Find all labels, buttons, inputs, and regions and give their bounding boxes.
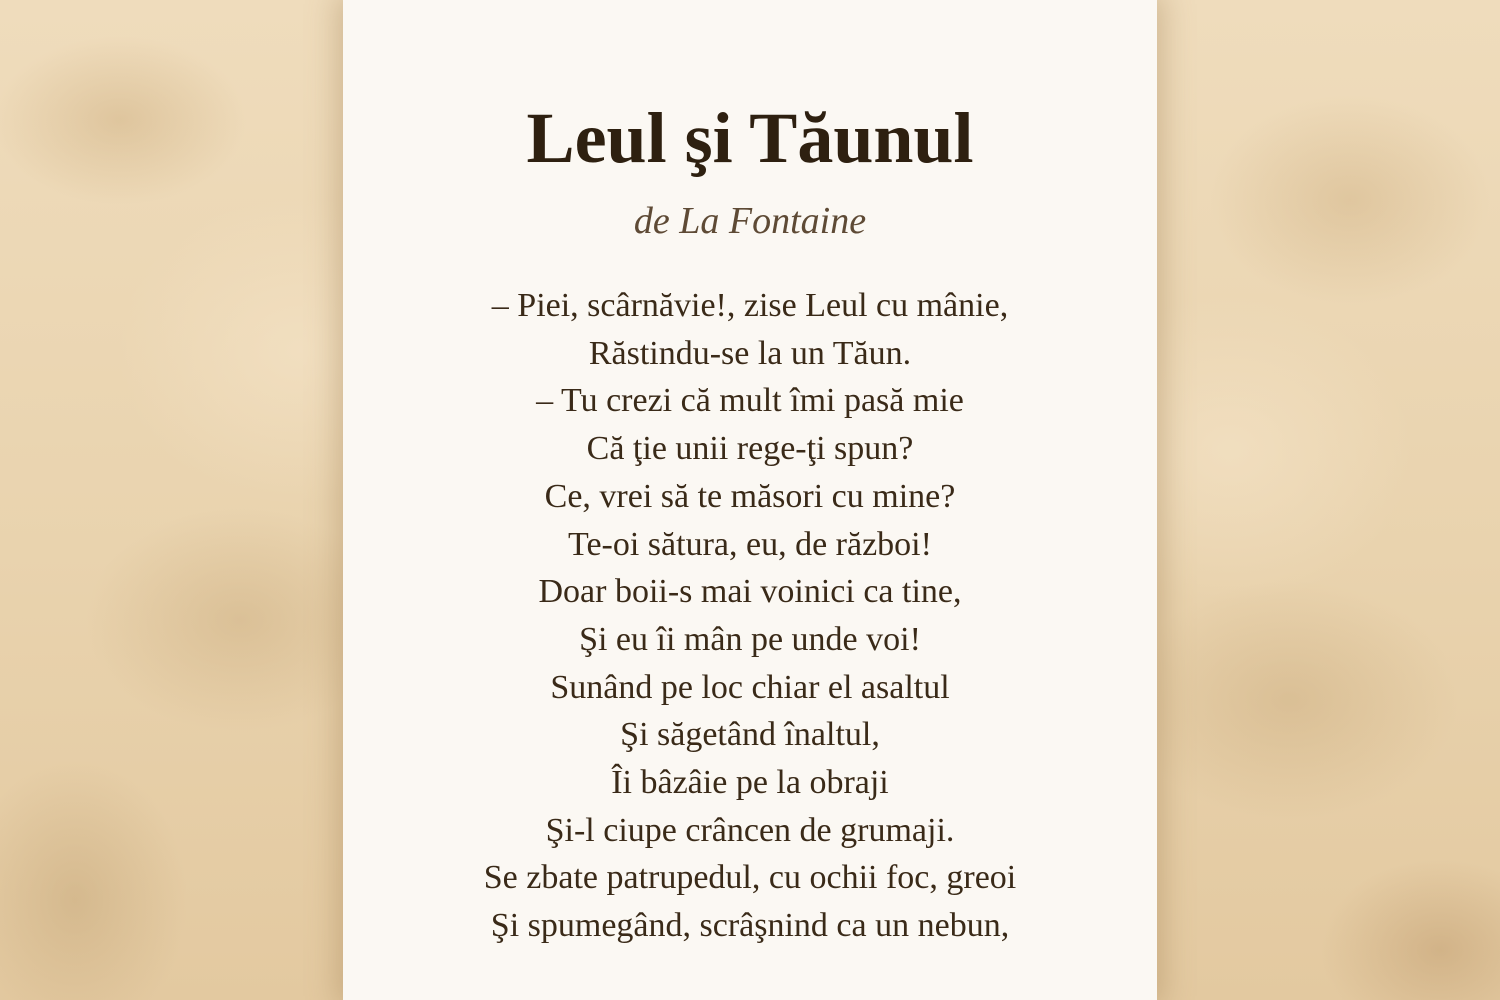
poem-line: – Piei, scârnăvie!, zise Leul cu mânie, bbox=[491, 287, 1009, 324]
poem-line: Ce, vrei să te măsori cu mine? bbox=[544, 477, 956, 515]
poem-line: Sunând pe loc chiar el asaltul bbox=[550, 668, 950, 706]
poem-page bbox=[343, 0, 1157, 1000]
poem-line: Şi săgetând înaltul, bbox=[620, 716, 880, 754]
poem-line: Te-oi sătura, eu, de război! bbox=[568, 525, 932, 563]
poem-line: – Tu crezi că mult îmi pasă mie bbox=[536, 382, 964, 420]
poem-line: Şi eu îi mân pe unde voi! bbox=[579, 620, 921, 658]
poem-line: Se zbate patrupedul, cu ochii foc, greoi bbox=[483, 859, 1017, 897]
poem-line: Îi bâzâie pe la obraji bbox=[611, 764, 889, 802]
poem-line: Răstindu-se la un Tăun. bbox=[588, 334, 912, 372]
poem-author: de La Fontaine bbox=[633, 200, 867, 242]
poem-line: Şi spumegând, scrâşnind ca un nebun, bbox=[490, 907, 1010, 945]
poem-line: Şi-l ciupe crâncen de grumaji. bbox=[545, 811, 955, 849]
poem-line: Doar boii-s mai voinici ca tine, bbox=[538, 573, 962, 611]
poem-title: Leul şi Tăunul bbox=[526, 98, 974, 178]
poem-line: Că ţie unii rege-ţi spun? bbox=[586, 430, 914, 468]
poem-body bbox=[343, 282, 1157, 950]
